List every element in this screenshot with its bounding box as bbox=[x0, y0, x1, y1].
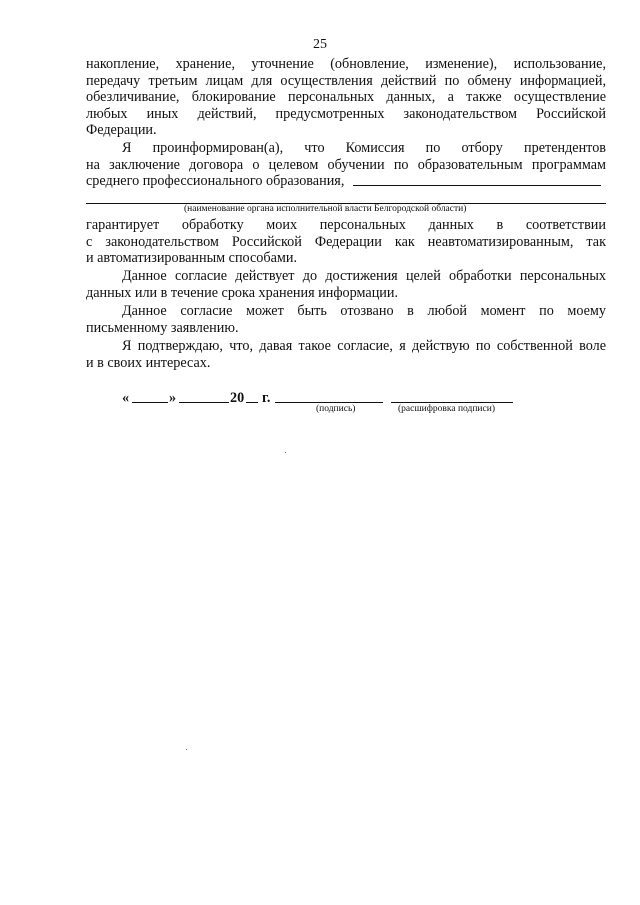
paragraph-line: Федерации. bbox=[86, 122, 157, 138]
paragraph-line bbox=[86, 173, 606, 190]
signature-blank-line[interactable] bbox=[275, 402, 383, 403]
year-blank-line[interactable] bbox=[246, 402, 258, 403]
page-number: 25 bbox=[313, 37, 327, 52]
paragraph-line-text: среднего профессионального образования, bbox=[86, 173, 345, 189]
paragraph-line: любых иных действий, предусмотренных законодательством Российской bbox=[86, 105, 606, 122]
paragraph-line: и автоматизированным способами. bbox=[86, 250, 298, 266]
paragraph-line: и в своих интересах. bbox=[86, 354, 211, 371]
date-open-quote: « bbox=[122, 390, 130, 406]
scan-speck bbox=[186, 749, 187, 750]
decoding-blank-line[interactable] bbox=[391, 402, 513, 403]
paragraph-line: передачу третьим лицам для осуществления действий по обмену информацией, bbox=[86, 72, 606, 89]
decoding-caption: (расшифровка подписи) bbox=[398, 404, 495, 414]
signature-caption: (подпись) bbox=[316, 404, 356, 414]
year-suffix: г. bbox=[262, 390, 271, 406]
paragraph-line: письменному заявлению. bbox=[86, 319, 239, 336]
paragraph-line: с законодательством Российской Федерации как неавтоматизированным, так bbox=[86, 233, 606, 250]
scan-speck bbox=[285, 452, 286, 453]
paragraph-line: обезличивание, блокирование персональных данных, а также осуществление bbox=[86, 89, 606, 105]
day-blank-line[interactable] bbox=[132, 402, 168, 403]
authority-caption: (наименование органа исполнительной власти Белгородской области) bbox=[184, 204, 467, 214]
month-blank-line[interactable] bbox=[179, 402, 229, 403]
year-prefix: 20 bbox=[230, 390, 245, 406]
paragraph-line: Я подтверждаю, что, давая такое согласие, я действую по собственной воле bbox=[122, 338, 606, 354]
paragraph-line: Данное согласие действует до достижения целей обработки персональных bbox=[122, 268, 606, 284]
paragraph-line: Данное согласие может быть отозвано в любой момент по моему bbox=[122, 303, 606, 319]
paragraph-line: гарантирует обработку моих персональных данных в соответствии bbox=[86, 217, 606, 233]
paragraph-line: на заключение договора о целевом обучении по образовательным программам bbox=[86, 156, 606, 173]
paragraph-line: Я проинформирован(а), что Комиссия по отбору претендентов bbox=[122, 140, 606, 156]
date-close-quote: » bbox=[169, 390, 177, 406]
paragraph-line: накопление, хранение, уточнение (обновление, изменение), использование, bbox=[86, 56, 606, 72]
authority-blank-line bbox=[353, 185, 601, 186]
paragraph-line: данных или в течение срока хранения информации. bbox=[86, 284, 399, 301]
